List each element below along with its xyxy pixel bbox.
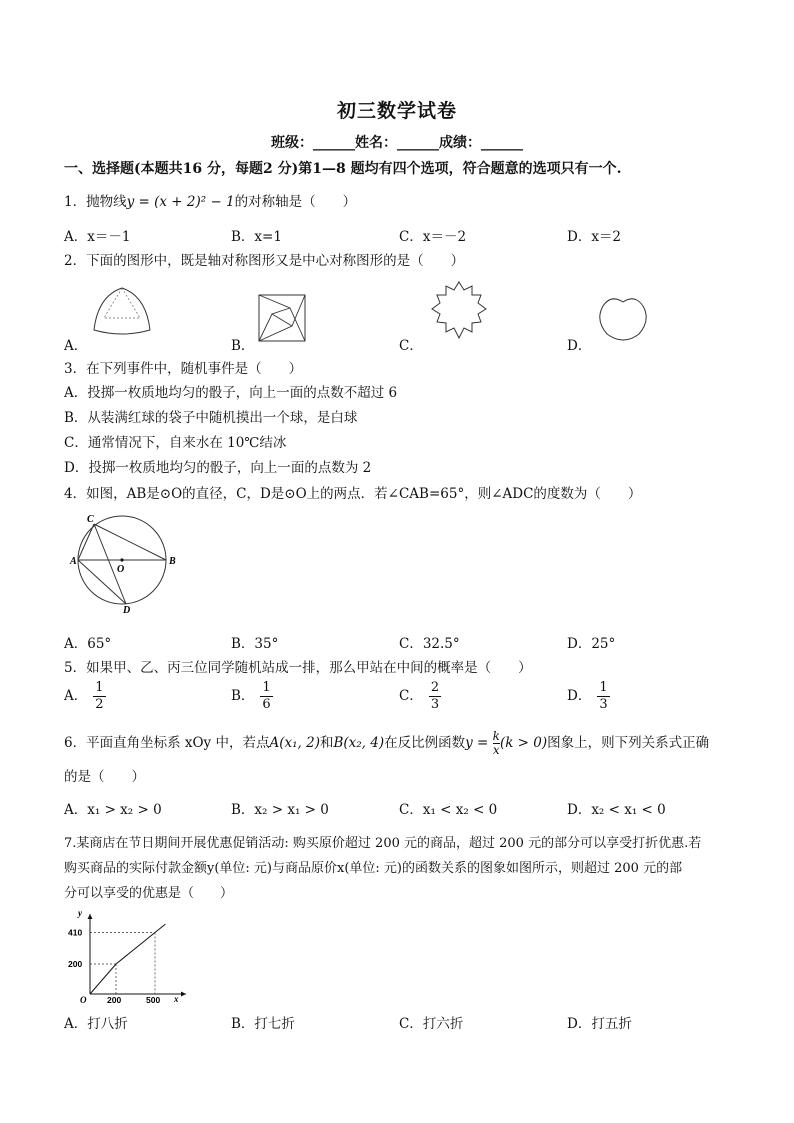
q5-num-d: 1 — [599, 680, 608, 695]
question-1 — [64, 190, 356, 210]
question-7-line-2: 购买商品的实际付款金额y(单位: 元)与商品原价x(单位: 元)的函数关系的图象如图所示，则超过 200 元的部 — [64, 861, 683, 876]
q5-letter-a: A． — [64, 688, 88, 704]
q4-point-a: A — [70, 556, 77, 567]
question-4: 4．如图，AB是⊙O的直径，C，D是⊙O上的两点．若∠CAB=65°，则∠ADC的度数为（ ） — [64, 486, 642, 502]
q1-option-a: A．x＝－1 — [64, 229, 131, 245]
q4-option-b: B．35° — [231, 636, 279, 652]
q2-label-a: A． — [64, 338, 88, 354]
q7-option-c: C．打六折 — [399, 1016, 464, 1032]
y-tick-0: 200 — [68, 959, 83, 969]
x-axis-label: x — [174, 994, 179, 1004]
q6-func-fraction — [493, 730, 500, 757]
q5-letter-d: D． — [567, 688, 592, 704]
q7-option-b: B．打七折 — [231, 1016, 295, 1032]
y-axis-label: y — [78, 908, 82, 918]
student-info-line: 班级：______姓名：______成绩：______ — [271, 135, 523, 151]
question-7-line-1: 7.某商店在节日期间开展优惠促销活动: 购买原价超过 200 元的商品，超过 200 元的部分可以享受打折优惠.若 — [64, 836, 702, 851]
q5-den-c: 3 — [430, 697, 440, 712]
q6-option-b: B．x₂ > x₁ > 0 — [231, 802, 329, 818]
q7-option-d: D．打五折 — [567, 1016, 632, 1032]
q6-func-num: k — [492, 729, 500, 743]
x-axis-arrow — [181, 992, 186, 997]
q2-figure-d — [597, 296, 649, 342]
q1-formula: y = (x + 2)² − 1 — [126, 194, 235, 210]
q5-fraction-b — [260, 680, 272, 713]
q4-point-c: C — [87, 514, 94, 525]
q4-option-d: D．25° — [567, 636, 616, 652]
q6-line-2: 的是（ ） — [64, 769, 145, 785]
y-tick-1: 410 — [68, 927, 83, 938]
q6-text-c: 图象上，则下列关系式正确 — [547, 735, 710, 751]
q4-point-b: B — [169, 556, 176, 567]
q5-den-b: 6 — [262, 697, 271, 712]
q2-figure-b — [258, 294, 306, 342]
q5-option-a — [64, 680, 106, 713]
q6-text-b: 在反比例函数 — [384, 735, 466, 751]
q5-num-b: 1 — [262, 680, 271, 695]
q6-func-den: x — [492, 743, 500, 757]
q3-option-a: A．投掷一枚质地均匀的骰子，向上一面的点数不超过 6 — [64, 385, 398, 401]
x-tick-1: 500 — [146, 995, 161, 1005]
x-tick-0: 200 — [107, 995, 122, 1005]
q6-point-a: A(x₁, 2) — [269, 735, 320, 751]
q5-num-c: 2 — [430, 680, 440, 695]
q7-option-a: A．打八折 — [64, 1016, 128, 1032]
price-line-extension — [155, 924, 165, 932]
q6-func-lhs: y = — [465, 735, 489, 751]
q6-option-c: C．x₁ < x₂ < 0 — [399, 802, 498, 818]
question-7-line-3: 分可以享受的优惠是（ ） — [64, 886, 234, 901]
origin-label: O — [80, 995, 87, 1005]
q5-letter-b: B． — [231, 688, 255, 704]
q2-figure-a — [92, 286, 152, 336]
question-3: 3．在下列事件中，随机事件是（ ） — [64, 361, 303, 377]
q6-option-a: A．x₁ > x₂ > 0 — [64, 802, 162, 818]
question-2: 2．下面的图形中，既是轴对称图形又是中心对称图形的是（ ） — [64, 253, 465, 269]
q4-point-d: D — [123, 605, 131, 616]
q5-fraction-c — [429, 680, 441, 713]
q5-option-d — [567, 680, 610, 713]
q1-prefix: 1．抛物线 — [64, 194, 127, 210]
q1-suffix: 的对称轴是（ ） — [234, 194, 357, 210]
q5-fraction-d — [597, 680, 609, 713]
q5-num-a: 1 — [95, 680, 104, 695]
q4-circle-figure — [70, 512, 185, 614]
q4-point-o: O — [117, 564, 125, 575]
q6-and: 和 — [319, 735, 334, 751]
y-axis-arrow — [88, 914, 93, 919]
page-title: 初三数学试卷 — [336, 100, 457, 122]
q1-option-c: C．x＝－2 — [399, 229, 467, 245]
q2-figure-c — [428, 280, 490, 342]
q6-text-a: 6．平面直角坐标系 xOy 中，若点 — [64, 735, 270, 751]
q5-den-a: 2 — [95, 697, 104, 712]
question-5: 5．如果甲、乙、丙三位同学随机站成一排，那么甲站在中间的概率是（ ） — [64, 660, 532, 676]
q4-option-c: C．32.5° — [399, 636, 460, 652]
q6-option-d: D．x₂ < x₁ < 0 — [567, 802, 666, 818]
q6-point-b: B(x₂, 4) — [333, 735, 385, 751]
q2-label-d: D． — [567, 338, 592, 354]
q7-chart — [68, 906, 198, 1004]
q5-fraction-a — [93, 680, 105, 713]
q5-letter-c: C． — [399, 688, 423, 704]
q5-den-d: 3 — [599, 697, 608, 712]
price-line — [90, 933, 155, 995]
q6-func-cond: (k > 0) — [499, 735, 548, 751]
q3-option-b: B．从装满红球的袋子中随机摸出一个球，是白球 — [64, 410, 358, 426]
q5-option-b — [231, 680, 273, 713]
q3-option-c: C．通常情况下，自来水在 10℃结冰 — [64, 435, 287, 451]
q3-option-d: D．投掷一枚质地均匀的骰子，向上一面的点数为 2 — [64, 460, 372, 476]
q2-label-b: B． — [231, 338, 255, 354]
q5-option-c — [399, 680, 441, 713]
q2-label-c: C． — [399, 338, 423, 354]
q1-option-b: B．x=1 — [231, 229, 282, 245]
section-heading: 一、选择题(本题共16 分，每题2 分)第1—8 题均有四个选项，符合题意的选项只有一个. — [64, 161, 622, 177]
question-6 — [64, 730, 709, 757]
q4-option-a: A．65° — [64, 636, 112, 652]
q1-option-d: D．x＝2 — [567, 229, 622, 245]
